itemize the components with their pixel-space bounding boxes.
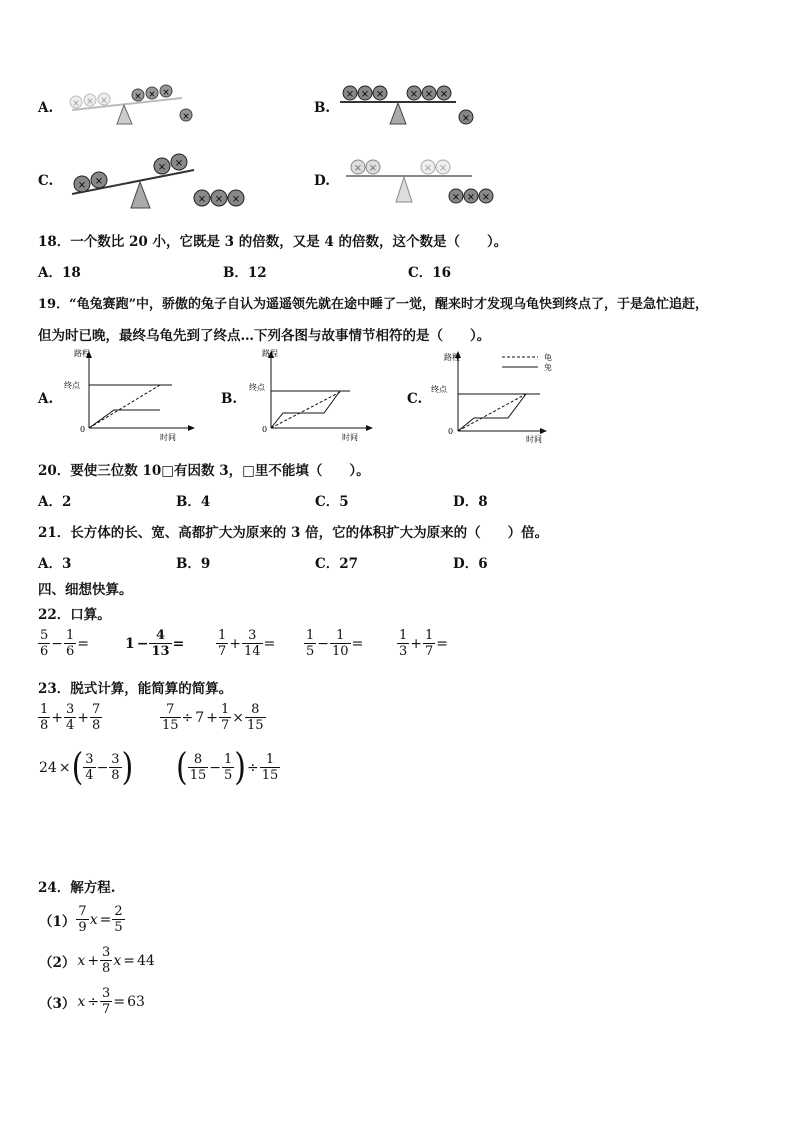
q19-option-a-graph <box>64 348 199 443</box>
q22-expr-3: $\frac{1}{7}$ + $\frac{3}{14}$ = <box>218 628 276 659</box>
svg-text:×: × <box>353 163 363 174</box>
q17-option-d-label: D. <box>314 173 330 189</box>
svg-text:×: × <box>409 89 419 100</box>
q21-option-d: D．6 <box>453 556 488 572</box>
svg-text:×: × <box>86 97 94 107</box>
q19-b-ylabel: 路程 <box>262 349 278 358</box>
q21-option-a: A．3 <box>38 556 72 572</box>
svg-text:×: × <box>94 176 104 187</box>
q17-option-d-figure <box>342 152 507 212</box>
q18-option-b: B．12 <box>223 265 267 281</box>
svg-text:×: × <box>134 92 142 102</box>
q19-option-c-graph <box>430 348 570 443</box>
svg-text:×: × <box>438 163 448 174</box>
svg-text:×: × <box>100 96 108 106</box>
q19-stem-line2: 但为时已晚，最终乌龟先到了终点…下列各图与故事情节相符的是（ ）。 <box>38 328 491 344</box>
svg-text:×: × <box>231 194 241 205</box>
q24-title: 24．解方程. <box>38 880 116 896</box>
svg-text:×: × <box>461 113 471 124</box>
q19-b-xlabel: 时间 <box>342 433 358 442</box>
q23-expr-4: ( $\frac{8}{15}$ − $\frac{1}{5}$ )÷ $\frac{1}{15}$ <box>176 745 279 789</box>
q19-a-origin: 0 <box>80 425 86 434</box>
q19-c-xlabel: 时间 <box>526 435 542 444</box>
svg-text:×: × <box>423 163 433 174</box>
q19-option-a-label: A. <box>38 391 54 407</box>
q21-option-b: B．9 <box>176 556 211 572</box>
svg-text:×: × <box>424 89 434 100</box>
q19-option-b-label: B. <box>221 391 238 407</box>
q22-title: 22．口算。 <box>38 607 111 623</box>
q20-option-d: D．8 <box>453 494 488 510</box>
q19-b-origin: 0 <box>262 425 268 434</box>
q17-option-a-figure <box>62 78 202 128</box>
svg-text:×: × <box>368 163 378 174</box>
q19-legend-turtle: 龟 <box>544 353 552 362</box>
q18-option-c: C．16 <box>408 265 452 281</box>
svg-text:×: × <box>345 89 355 100</box>
q18-option-a: A．18 <box>38 265 81 281</box>
q17-option-b-figure <box>338 80 478 130</box>
q19-a-finish: 终点 <box>64 381 80 390</box>
svg-text:×: × <box>148 90 156 100</box>
svg-text:×: × <box>375 89 385 100</box>
q21-stem: 21．长方体的长、宽、高都扩大为原来的 3 倍，它的体积扩大为原来的（ ）倍。 <box>38 525 549 541</box>
svg-text:×: × <box>174 158 184 169</box>
svg-text:×: × <box>77 180 87 191</box>
q19-legend-rabbit: 兔 <box>544 363 552 372</box>
q24-equation-2: （2） x + $\frac{3}{8}$ x = 44 <box>39 945 155 976</box>
q18-stem: 18．一个数比 20 小，它既是 3 的倍数，又是 4 的倍数，这个数是（ ）。 <box>38 234 508 250</box>
q19-stem-line1: 19．“龟兔赛跑”中，骄傲的兔子自认为遥遥领先就在途中睡了一觉，醒来时才发现乌龟快到终点了，于是急忙追赶， <box>38 297 709 312</box>
q20-option-b: B．4 <box>176 494 211 510</box>
svg-text:×: × <box>466 192 476 203</box>
svg-text:×: × <box>451 192 461 203</box>
q23-expr-1: $\frac{1}{8}$ + $\frac{3}{4}$ + $\frac{7}{8}$ <box>40 702 101 733</box>
q23-expr-3: 24 ×( $\frac{3}{4}$ − $\frac{3}{8}$ ) <box>39 745 134 789</box>
q17-option-c-label: C. <box>38 173 54 189</box>
q19-c-origin: 0 <box>448 427 454 436</box>
svg-text:×: × <box>360 89 370 100</box>
q24-equation-3: （3） x ÷ $\frac{3}{7}$ = 63 <box>39 986 145 1017</box>
q24-equation-1: （1） $\frac{7}{9}$ x = $\frac{2}{5}$ <box>39 904 123 935</box>
svg-text:×: × <box>157 162 167 173</box>
svg-text:×: × <box>182 112 190 122</box>
q19-c-ylabel: 路程 <box>444 353 460 362</box>
svg-text:×: × <box>481 192 491 203</box>
q21-option-c: C．27 <box>315 556 359 572</box>
q19-b-finish: 终点 <box>249 383 265 392</box>
q20-stem: 20．要使三位数 10□有因数 3，□里不能填（ ）。 <box>38 463 370 479</box>
q17-option-a-label: A. <box>38 100 54 116</box>
svg-text:×: × <box>197 194 207 205</box>
q17-option-b-label: B. <box>314 100 331 116</box>
q22-expr-5: $\frac{1}{3}$ + $\frac{1}{7}$ = <box>399 628 449 659</box>
q19-a-xlabel: 时间 <box>160 433 176 442</box>
q20-option-a: A．2 <box>38 494 72 510</box>
q19-c-finish: 终点 <box>431 385 447 394</box>
svg-text:×: × <box>214 194 224 205</box>
q22-expr-2: 1 − $\frac{4}{13}$ = <box>125 628 185 659</box>
q19-option-b-graph <box>246 348 381 443</box>
section4-title: 四、细想快算。 <box>38 582 133 598</box>
q20-option-c: C．5 <box>315 494 349 510</box>
svg-text:×: × <box>439 89 449 100</box>
q22-expr-1: $\frac{5}{6}$ − $\frac{1}{6}$ = <box>40 628 90 659</box>
q23-expr-2: $\frac{7}{15}$ ÷ 7 + $\frac{1}{7}$ × $\frac{8}{15}$ <box>162 702 264 733</box>
q19-option-c-label: C. <box>407 391 423 407</box>
q23-title: 23．脱式计算，能简算的简算。 <box>38 681 233 697</box>
svg-text:×: × <box>72 99 80 109</box>
q19-a-ylabel: 路程 <box>74 349 90 358</box>
svg-text:×: × <box>162 88 170 98</box>
q22-expr-4: $\frac{1}{5}$ − $\frac{1}{10}$ = <box>306 628 364 659</box>
q17-option-c-figure <box>66 150 256 212</box>
